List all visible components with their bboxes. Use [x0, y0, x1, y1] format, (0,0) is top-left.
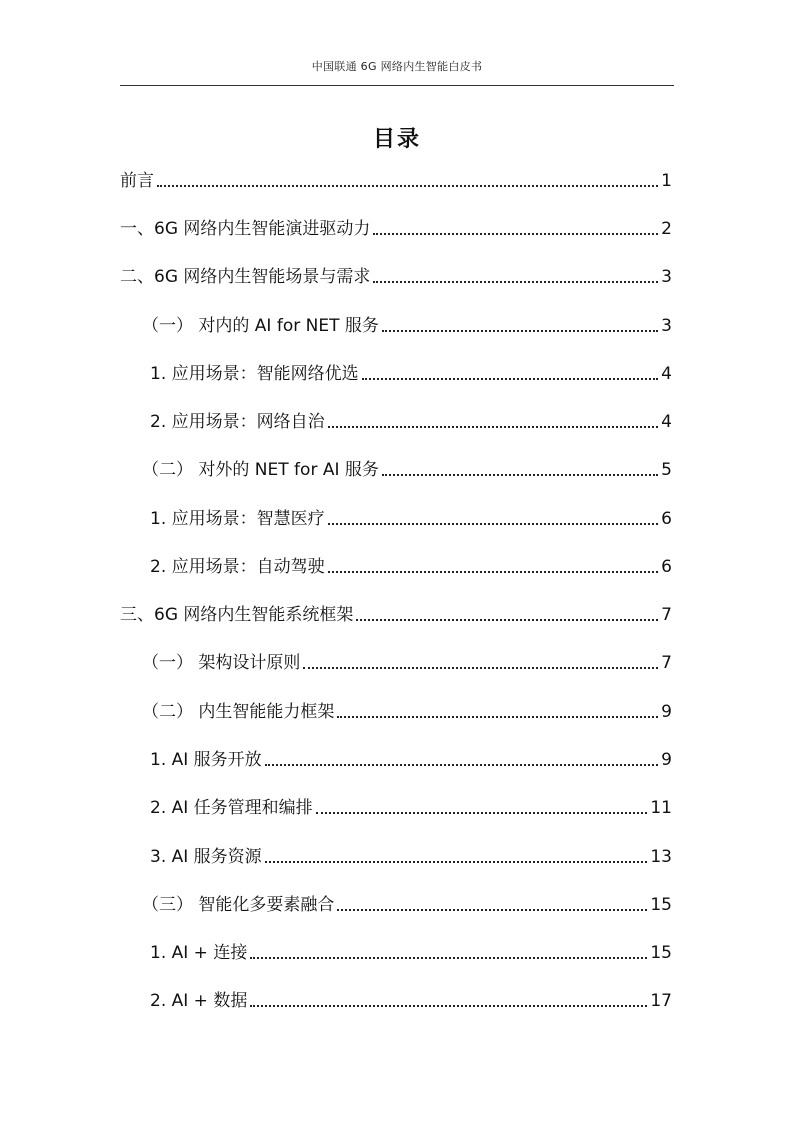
toc-entry[interactable] [150, 555, 672, 579]
dot-leader [250, 1005, 647, 1007]
toc-entry-label: （一） 对内的 AI for NET 服务 [142, 316, 379, 336]
toc-title: 目录 [372, 127, 421, 152]
toc-entry-label: 二、6G 网络内生智能场景与需求 [120, 267, 371, 287]
toc-entry-label: 2. 应用场景：自动驾驶 [150, 557, 325, 577]
toc-entry-page: 7 [661, 653, 672, 673]
toc-entry-page: 6 [661, 509, 672, 529]
toc-entry-page: 17 [650, 991, 672, 1011]
dot-leader [337, 716, 658, 718]
toc-entry-label: 一、6G 网络内生智能演进驱动力 [120, 219, 371, 239]
toc-entry[interactable] [150, 410, 672, 434]
toc-entry-page: 2 [661, 219, 672, 239]
dot-leader [337, 909, 647, 911]
toc-entry-label: 1. AI 服务开放 [150, 750, 262, 770]
toc-entry-page: 7 [661, 605, 672, 625]
dot-leader [373, 233, 658, 235]
toc-entry[interactable] [142, 651, 672, 675]
toc-entry-label: 前言 [120, 171, 154, 191]
toc-entry-label: 1. AI + 连接 [150, 943, 248, 963]
toc-entry-page: 15 [650, 943, 672, 963]
toc-entry-label: （二） 内生智能能力框架 [142, 702, 335, 722]
toc-entry-page: 13 [650, 847, 672, 867]
toc-entry-label: （三） 智能化多要素融合 [142, 895, 335, 915]
dot-leader [362, 378, 659, 380]
dot-leader [356, 619, 658, 621]
toc-entry-page: 4 [661, 412, 672, 432]
toc-entry-page: 9 [661, 702, 672, 722]
running-header: 中国联通 6G 网络内生智能白皮书 [311, 60, 483, 73]
toc-entry[interactable] [150, 796, 672, 820]
toc-entry[interactable] [142, 458, 672, 482]
toc-entry[interactable] [120, 217, 672, 241]
toc-entry-page: 3 [661, 316, 672, 336]
toc-entry-label: （一） 架构设计原则 [142, 653, 301, 673]
toc-entry-label: 2. 应用场景：网络自治 [150, 412, 325, 432]
toc-entry-label: 三、6G 网络内生智能系统框架 [120, 605, 354, 625]
dot-leader [265, 861, 648, 863]
toc-entry[interactable] [150, 362, 672, 386]
toc-entry-page: 11 [650, 798, 672, 818]
dot-leader [328, 571, 659, 573]
toc-entry[interactable] [120, 603, 672, 627]
toc-entry-label: 2. AI 任务管理和编排 [150, 798, 313, 818]
toc-entry[interactable] [120, 169, 672, 193]
dot-leader [316, 812, 648, 814]
toc-entry-label: 3. AI 服务资源 [150, 847, 262, 867]
toc-entry-label: 1. 应用场景：智慧医疗 [150, 509, 325, 529]
toc-entry-page: 4 [661, 364, 672, 384]
dot-leader [328, 426, 659, 428]
dot-leader [157, 185, 658, 187]
toc-entry[interactable] [150, 748, 672, 772]
toc-entry[interactable] [150, 941, 672, 965]
toc-entry-label: （二） 对外的 NET for AI 服务 [142, 460, 379, 480]
toc-entry-page: 15 [650, 895, 672, 915]
toc-entry[interactable] [120, 265, 672, 289]
dot-leader [382, 330, 658, 332]
toc-entry[interactable] [142, 700, 672, 724]
toc-entry[interactable] [142, 893, 672, 917]
toc-entry-page: 6 [661, 557, 672, 577]
dot-leader [328, 523, 659, 525]
dot-leader [382, 474, 658, 476]
dot-leader [303, 667, 658, 669]
toc-entry-page: 1 [661, 171, 672, 191]
toc-entry[interactable] [150, 989, 672, 1013]
toc-entry[interactable] [150, 845, 672, 869]
toc-entry[interactable] [142, 314, 672, 338]
toc-entry-label: 2. AI + 数据 [150, 991, 248, 1011]
dot-leader [265, 764, 659, 766]
toc-entry-label: 1. 应用场景：智能网络优选 [150, 364, 359, 384]
toc-entry-page: 9 [661, 750, 672, 770]
toc-entry[interactable] [150, 507, 672, 531]
dot-leader [373, 281, 658, 283]
toc-entry-page: 3 [661, 267, 672, 287]
toc-entry-page: 5 [661, 460, 672, 480]
dot-leader [250, 957, 647, 959]
